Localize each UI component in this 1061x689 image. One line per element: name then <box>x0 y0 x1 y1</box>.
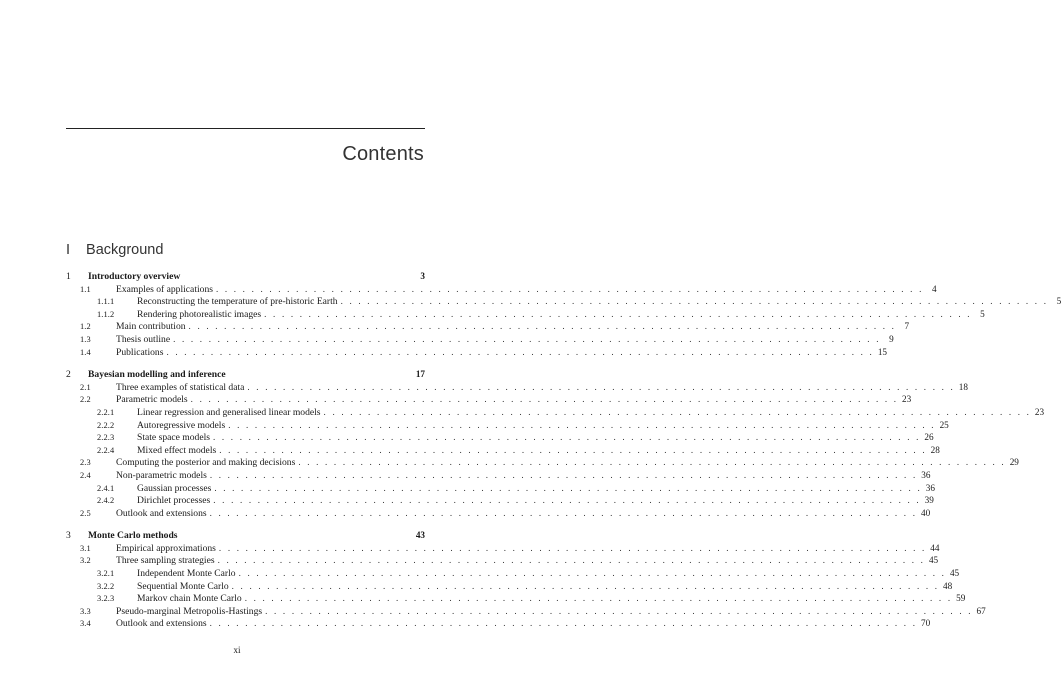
toc-leader: . . . . . . . . . . . . . . . . . . . . . . . . . . . . . . . . . . . . . . . . . . . . . . . . . . . . . . . . . . . . . . . . . . . . . . . . . . . . . . . . <box>219 444 927 455</box>
toc-section-row[interactable] <box>66 542 940 555</box>
toc-entry-page: 5 <box>980 308 985 319</box>
toc-entry-title: Three examples of statistical data <box>116 381 245 393</box>
toc-chapter-title: Monte Carlo methods <box>88 530 178 542</box>
toc-chapter-page: 43 <box>415 530 425 541</box>
toc-entry-page: 44 <box>930 542 940 553</box>
toc-section-row[interactable] <box>66 346 887 359</box>
toc-leader: . . . . . . . . . . . . . . . . . . . . . . . . . . . . . . . . . . . . . . . . . . . . . . . . . . . . . . . . . . . . . . . . . . . . . . . . . . . . . . . . <box>190 394 899 405</box>
toc-entry-title: Linear regression and generalised linear models <box>137 406 321 418</box>
toc-section-row[interactable] <box>66 456 1019 469</box>
toc-entry-page: 36 <box>925 482 935 493</box>
toc-entry-page: 59 <box>956 593 966 604</box>
toc-section-row[interactable] <box>66 507 931 520</box>
toc-chapter-page: 3 <box>420 271 425 281</box>
toc-entry-number: 2.2.1 <box>97 407 115 417</box>
toc-entry-page: 39 <box>924 495 934 506</box>
toc-entry-number: 1.4 <box>80 347 91 357</box>
toc-entry-title: State space models <box>137 432 210 444</box>
toc-subsection-row[interactable] <box>66 592 966 605</box>
toc-chapter-row[interactable] <box>66 529 425 542</box>
toc-section-row[interactable] <box>66 283 937 296</box>
toc-entry-title: Non-parametric models <box>116 469 207 481</box>
toc-entry-title: Sequential Monte Carlo <box>137 580 229 592</box>
toc-entry-number: 2.5 <box>80 508 91 518</box>
toc-entry-number: 2.2.2 <box>97 420 115 430</box>
toc-entry-page: 26 <box>924 432 934 443</box>
toc-entry-page: 5 <box>1056 296 1061 307</box>
chapter-gap <box>66 358 425 368</box>
toc-subsection-row[interactable] <box>66 431 934 444</box>
toc-entry-page: 18 <box>958 381 968 392</box>
toc-entry-number: 3.2.3 <box>97 594 115 604</box>
page-title: Contents <box>342 143 424 165</box>
toc-leader: . . . . . . . . . . . . . . . . . . . . . . . . . . . . . . . . . . . . . . . . . . . . . . . . . . . . . . . . . . . . . . . . . . . . . . . . . . . . . . . . <box>213 432 921 443</box>
toc-leader: . . . . . . . . . . . . . . . . . . . . . . . . . . . . . . . . . . . . . . . . . . . . . . . . . . . . . . . . . . . . . . . . . . . . . . . . . . . . . . . . <box>238 568 947 579</box>
toc-entry-number: 2.2.4 <box>97 445 115 455</box>
toc-leader: . . . . . . . . . . . . . . . . . . . . . . . . . . . . . . . . . . . . . . . . . . . . . . . . . . . . . . . . . . . . . . . . . . . . . . . . . . . . . . . . <box>247 381 955 392</box>
toc-entry-title: Thesis outline <box>116 333 171 345</box>
toc-section-row[interactable] <box>66 469 931 482</box>
toc-section-row[interactable] <box>66 393 912 406</box>
toc-section-row[interactable] <box>66 617 931 630</box>
toc-entry-title: Publications <box>116 346 164 358</box>
toc-chapter-row[interactable] <box>66 368 425 381</box>
toc-entry-number: 1.3 <box>80 334 91 344</box>
toc-subsection-row[interactable] <box>66 295 1061 308</box>
toc-entry-page: 67 <box>976 605 986 616</box>
toc-entry-number: 2.2.3 <box>97 433 115 443</box>
toc-entry-number: 2.2 <box>80 395 91 405</box>
toc-entry-title: Computing the posterior and making decisions <box>116 457 296 469</box>
toc-entry-title: Mixed effect models <box>137 444 217 456</box>
toc-leader: . . . . . . . . . . . . . . . . . . . . . . . . . . . . . . . . . . . . . . . . . . . . . . . . . . . . . . . . . . . . . . . . . . . . . . . . . . . . . . . . <box>298 457 1006 468</box>
toc-entry-number: 2.4 <box>80 470 91 480</box>
part-number: I <box>66 242 71 258</box>
toc-leader: . . . . . . . . . . . . . . . . . . . . . . . . . . . . . . . . . . . . . . . . . . . . . . . . . . . . . . . . . . . . . . . . . . . . . . . . . . . . . . . . <box>218 542 927 553</box>
toc-leader: . . . . . . . . . . . . . . . . . . . . . . . . . . . . . . . . . . . . . . . . . . . . . . . . . . . . . . . . . . . . . . . . . . . . . . . . . . . . . . . . <box>264 308 972 319</box>
toc-entry-number: 3.2.2 <box>97 581 115 591</box>
toc-leader: . . . . . . . . . . . . . . . . . . . . . . . . . . . . . . . . . . . . . . . . . . . . . . . . . . . . . . . . . . . . . . . . . . . . . . . . . . . . . . . . <box>166 346 874 357</box>
toc-entry-number: 2.1 <box>80 382 91 392</box>
toc-section-row[interactable] <box>66 333 894 346</box>
toc-section-row[interactable] <box>66 554 939 567</box>
toc-entry-page: 36 <box>921 469 931 480</box>
toc-leader: . . . . . . . . . . . . . . . . . . . . . . . . . . . . . . . . . . . . . . . . . . . . . . . . . . . . . . . . . . . . . . . . . . . . . . . . . . . . . . . . <box>209 507 918 518</box>
toc-entry-title: Outlook and extensions <box>116 618 207 630</box>
toc-leader: . . . . . . . . . . . . . . . . . . . . . . . . . . . . . . . . . . . . . . . . . . . . . . . . . . . . . . . . . . . . . . . . . . . . . . . . . . . . . . . . <box>188 321 897 332</box>
table-of-contents <box>66 270 1061 630</box>
toc-leader: . . . . . . . . . . . . . . . . . . . . . . . . . . . . . . . . . . . . . . . . . . . . . . . . . . . . . . . . . . . . . . . . . . . . . . . . . . . . . . . . <box>244 593 953 604</box>
toc-subsection-row[interactable] <box>66 567 960 580</box>
toc-entry-number: 1.2 <box>80 322 91 332</box>
toc-leader: . . . . . . . . . . . . . . . . . . . . . . . . . . . . . . . . . . . . . . . . . . . . . . . . . . . . . . . . . . . . . . . . . . . . . . . . . . . . . . . . <box>213 495 921 506</box>
toc-section-row[interactable] <box>66 381 968 394</box>
toc-entry-page: 9 <box>889 333 894 344</box>
toc-entry-page: 23 <box>1034 406 1045 417</box>
toc-entry-number: 2.3 <box>80 458 91 468</box>
part-heading <box>66 242 163 258</box>
toc-entry-title: Outlook and extensions <box>116 507 207 519</box>
toc-chapter-row[interactable] <box>66 270 425 283</box>
toc-entry-number: 2.4.2 <box>97 496 115 506</box>
toc-subsection-row[interactable] <box>66 580 953 593</box>
toc-entry-number: 3.4 <box>80 619 91 629</box>
toc-entry-number: 3.2.1 <box>97 569 115 579</box>
toc-entry-number: 2.4.1 <box>97 483 115 493</box>
toc-chapter-number: 1 <box>66 271 71 282</box>
toc-chapter-page: 17 <box>415 369 425 380</box>
toc-entry-number: 3.1 <box>80 543 91 553</box>
toc-entry-title: Autoregressive models <box>137 419 226 431</box>
toc-entry-title: Empirical approximations <box>116 542 216 554</box>
toc-entry-page: 40 <box>920 507 931 518</box>
toc-entry-page: 25 <box>939 419 949 430</box>
toc-section-row[interactable] <box>66 605 986 618</box>
toc-entry-title: Reconstructing the temperature of pre-historic Earth <box>137 296 338 308</box>
toc-leader: . . . . . . . . . . . . . . . . . . . . . . . . . . . . . . . . . . . . . . . . . . . . . . . . . . . . . . . . . . . . . . . . . . . . . . . . . . . . . . . . <box>214 482 922 493</box>
toc-leader: . . . . . . . . . . . . . . . . . . . . . . . . . . . . . . . . . . . . . . . . . . . . . . . . . . . . . . . . . . . . . . . . . . . . . . . . . . . . . . . . <box>323 406 1032 417</box>
toc-chapter-title: Introductory overview <box>88 271 181 282</box>
toc-entry-page: 45 <box>928 555 939 566</box>
toc-entry-title: Pseudo-marginal Metropolis-Hastings <box>116 605 263 617</box>
toc-entry-title: Gaussian processes <box>137 482 212 494</box>
toc-entry-page: 23 <box>902 394 912 405</box>
toc-chapter-number: 2 <box>66 369 71 381</box>
toc-entry-title: Dirichlet processes <box>137 495 211 507</box>
toc-section-row[interactable] <box>66 320 910 333</box>
toc-leader: . . . . . . . . . . . . . . . . . . . . . . . . . . . . . . . . . . . . . . . . . . . . . . . . . . . . . . . . . . . . . . . . . . . . . . . . . . . . . . . . <box>173 333 881 344</box>
toc-leader: . . . . . . . . . . . . . . . . . . . . . . . . . . . . . . . . . . . . . . . . . . . . . . . . . . . . . . . . . . . . . . . . . . . . . . . . . . . . . . . . <box>217 555 926 566</box>
toc-entry-title: Markov chain Monte Carlo <box>137 593 242 605</box>
page-number: xi <box>233 645 241 655</box>
toc-leader: . . . . . . . . . . . . . . . . . . . . . . . . . . . . . . . . . . . . . . . . . . . . . . . . . . . . . . . . . . . . . . . . . . . . . . . . . . . . . . . . <box>265 605 973 616</box>
toc-entry-page: 29 <box>1009 457 1019 468</box>
part-title: Background <box>86 242 164 258</box>
toc-entry-page: 45 <box>949 568 960 579</box>
toc-entry-number: 1.1.2 <box>97 309 115 319</box>
toc-entry-number: 1.1 <box>80 284 91 294</box>
toc-entry-page: 4 <box>931 283 937 294</box>
toc-subsection-row[interactable] <box>66 444 940 457</box>
toc-leader: . . . . . . . . . . . . . . . . . . . . . . . . . . . . . . . . . . . . . . . . . . . . . . . . . . . . . . . . . . . . . . . . . . . . . . . . . . . . . . . . <box>209 618 918 629</box>
toc-entry-page: 7 <box>904 321 910 332</box>
toc-entry-page: 15 <box>877 346 887 357</box>
toc-entry-number: 1.1.1 <box>97 297 115 307</box>
toc-leader: . . . . . . . . . . . . . . . . . . . . . . . . . . . . . . . . . . . . . . . . . . . . . . . . . . . . . . . . . . . . . . . . . . . . . . . . . . . . . . . . <box>340 296 1049 307</box>
toc-chapter-title: Bayesian modelling and inference <box>88 369 226 381</box>
toc-entry-number: 3.2 <box>80 556 91 566</box>
toc-subsection-row[interactable] <box>66 494 934 507</box>
header-rule <box>66 128 425 129</box>
toc-subsection-row[interactable] <box>66 308 985 321</box>
toc-subsection-row[interactable] <box>66 406 1045 419</box>
toc-entry-title: Parametric models <box>116 394 188 406</box>
toc-entry-title: Main contribution <box>116 321 186 333</box>
toc-leader: . . . . . . . . . . . . . . . . . . . . . . . . . . . . . . . . . . . . . . . . . . . . . . . . . . . . . . . . . . . . . . . . . . . . . . . . . . . . . . . . <box>228 419 936 430</box>
toc-leader: . . . . . . . . . . . . . . . . . . . . . . . . . . . . . . . . . . . . . . . . . . . . . . . . . . . . . . . . . . . . . . . . . . . . . . . . . . . . . . . . <box>231 580 940 591</box>
toc-entry-title: Rendering photorealistic images <box>137 308 262 320</box>
toc-entry-page: 70 <box>920 618 931 629</box>
toc-entry-title: Independent Monte Carlo <box>137 568 236 580</box>
toc-entry-title: Examples of applications <box>116 283 213 295</box>
toc-chapter-number: 3 <box>66 530 71 542</box>
toc-entry-page: 48 <box>943 580 953 591</box>
toc-entry-page: 28 <box>930 444 940 455</box>
toc-entry-title: Three sampling strategies <box>116 555 215 567</box>
toc-subsection-row[interactable] <box>66 482 935 495</box>
toc-subsection-row[interactable] <box>66 419 949 432</box>
toc-leader: . . . . . . . . . . . . . . . . . . . . . . . . . . . . . . . . . . . . . . . . . . . . . . . . . . . . . . . . . . . . . . . . . . . . . . . . . . . . . . . . <box>215 283 924 294</box>
toc-leader: . . . . . . . . . . . . . . . . . . . . . . . . . . . . . . . . . . . . . . . . . . . . . . . . . . . . . . . . . . . . . . . . . . . . . . . . . . . . . . . . <box>209 469 918 480</box>
chapter-gap <box>66 519 425 529</box>
toc-entry-number: 3.3 <box>80 606 91 616</box>
